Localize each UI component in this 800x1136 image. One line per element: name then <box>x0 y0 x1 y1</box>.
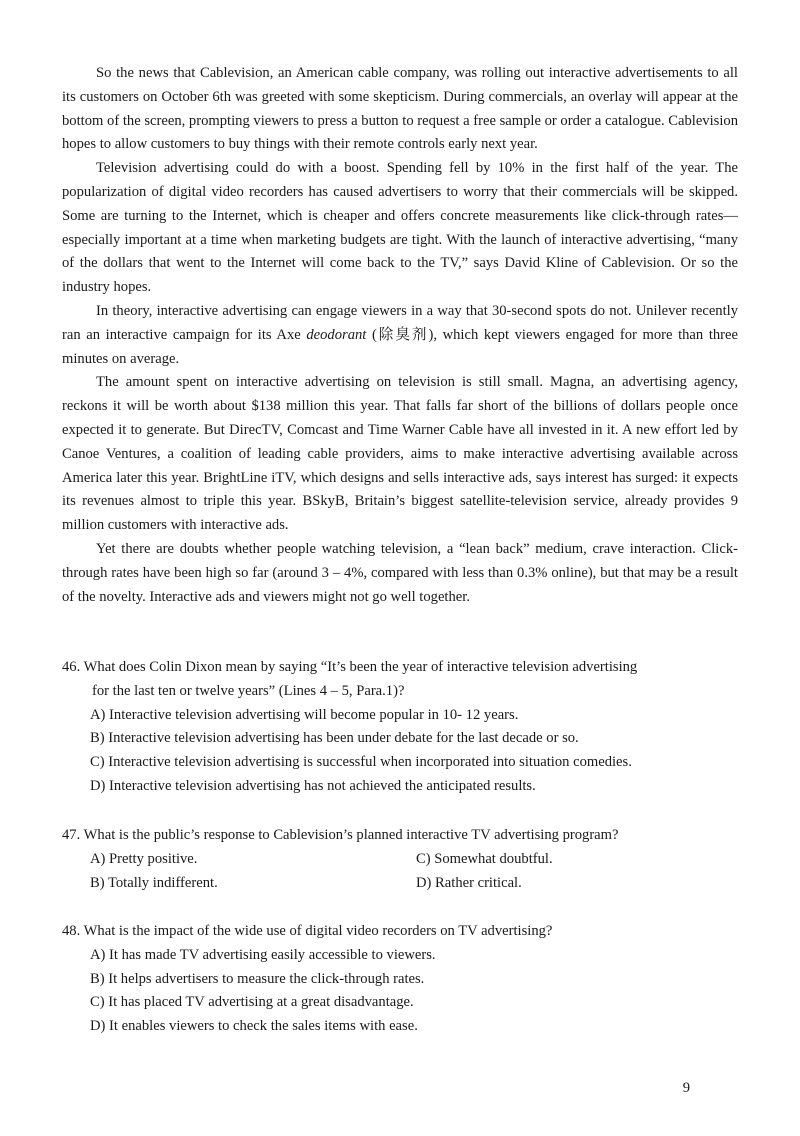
answer-option-b: B) It helps advertisers to measure the click-through rates. <box>90 970 425 987</box>
answer-options-row-2 <box>62 872 742 896</box>
passage-paragraph-1: So the news that Cablevision, an American cable company, was rolling out interactive advertisements to all its customers on October 6th was greeted with some skepticism. During commercials, an overlay will appear at the bottom of the screen, prompting viewers to press a button to request a free sample or order a catalogue. Cablevision hopes to allow customers to buy things with their remote controls early next year. <box>62 65 738 153</box>
passage-paragraph-3 <box>62 300 738 371</box>
reading-passage <box>62 62 738 609</box>
answer-option-a: A) It has made TV advertising easily accessible to viewers. <box>90 946 436 963</box>
question-48-stem <box>62 920 742 944</box>
answer-options-row-1 <box>62 848 742 872</box>
paragraph-3-text-before: In theory, interactive advertising can engage viewers in a way that 30-second spots do not. Unilever recently ran an interactive campaign for its Axe <box>62 302 738 343</box>
answer-option-b: B) Totally indifferent. <box>90 874 218 891</box>
question-47 <box>62 824 742 895</box>
passage-paragraph-5: Yet there are doubts whether people watching television, a “lean back” medium, crave interaction. Click-through rates have been high so far (around 3 – 4%, compared with less than 0.3% online), but that may be a result of the novelty. Interactive ads and viewers might not go well together. <box>62 540 738 605</box>
question-46-stem-line-2: for the last ten or twelve years” (Lines 4 – 5, Para.1)? <box>92 682 405 699</box>
answer-option-c: C) Interactive television advertising is successful when incorporated into situation comedies. <box>90 754 632 771</box>
question-46 <box>62 656 742 799</box>
question-number: 46. <box>62 659 81 675</box>
answer-option-a: A) Pretty positive. <box>90 850 198 867</box>
page-number: 9 <box>682 1080 690 1096</box>
question-48-stem-text: What is the impact of the wide use of digital video recorders on TV advertising? <box>83 923 553 939</box>
answer-option-a: A) Interactive television advertising will become popular in 10- 12 years. <box>90 706 519 723</box>
paragraph-3-text-after: , which kept viewers engaged for more than three minutes on average. <box>62 326 738 367</box>
answer-option-d: D) It enables viewers to check the sales items with ease. <box>90 1018 418 1035</box>
question-46-stem <box>62 656 742 680</box>
question-46-stem-line-1: What does Colin Dixon mean by saying “It’s been the year of interactive television advertising <box>83 659 638 675</box>
question-48 <box>62 920 742 1039</box>
answer-option-d: D) Interactive television advertising has not achieved the anticipated results. <box>90 777 536 794</box>
question-number: 48. <box>62 923 81 939</box>
answer-option-b: B) Interactive television advertising has been under debate for the last decade or so. <box>90 730 579 747</box>
question-number: 47. <box>62 827 81 843</box>
question-47-stem-text: What is the public’s response to Cablevision’s planned interactive TV advertising program? <box>83 827 619 843</box>
passage-paragraph-4: The amount spent on interactive advertising on television is still small. Magna, an advertising agency, reckons it will be worth about $138 million this year. That falls far short of the billions of dollars people once expected it to generate. But DirecTV, Comcast and Time Warner Cable have all invested in it. A new effort led by Canoe Ventures, a coalition of leading cable providers, aims to make interactive advertising available across America later this year. BrightLine iTV, which designs and sells interactive ads, says interest has surged: it expects its revenues almost to triple this year. BSkyB, Britain’s biggest satellite-television service, already provides 9 million customers with interactive ads. <box>62 374 738 534</box>
answer-option-c: C) It has placed TV advertising at a great disadvantage. <box>90 994 414 1011</box>
italic-term-deodorant: deodorant <box>306 326 367 343</box>
chinese-gloss: (除臭剂) <box>366 326 434 343</box>
passage-paragraph-2: Television advertising could do with a boost. Spending fell by 10% in the first half of the year. The popularization of digital video recorders has caused advertisers to worry that their commercials will be skipped. Some are turning to the Internet, which is cheaper and offers concrete measurements like click-through rates—especially important at a time when marketing budgets are tight. With the launch of interactive advertising, “many of the dollars that went to the Internet will come back to the TV,” says David Kline of Cablevision. Or so the industry hopes. <box>62 160 738 296</box>
question-47-stem <box>62 824 742 848</box>
answer-option-c: C) Somewhat doubtful. <box>416 850 553 867</box>
answer-option-d: D) Rather critical. <box>416 874 522 891</box>
